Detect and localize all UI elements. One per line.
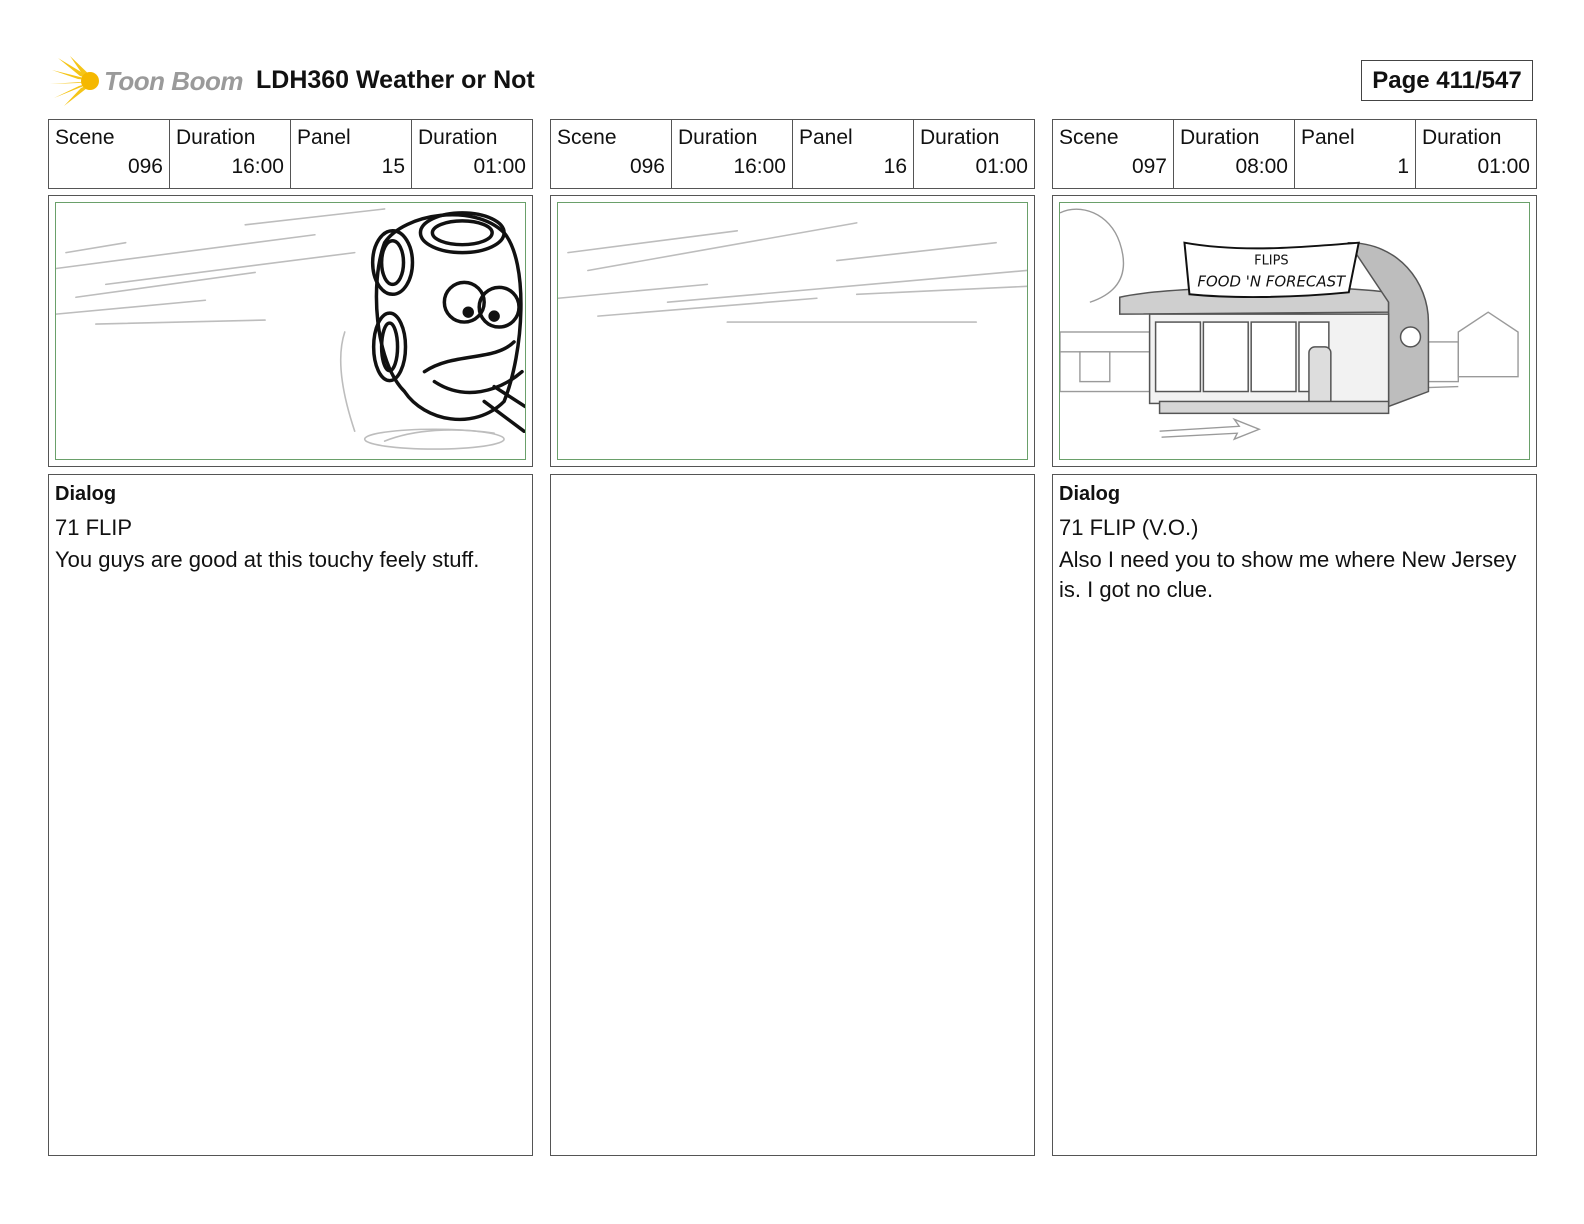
scene-duration-value: 08:00	[1235, 155, 1288, 178]
scene-value: 096	[629, 155, 665, 178]
storyboard-frame	[1052, 195, 1537, 467]
duration-label: Duration	[920, 126, 1000, 149]
scene-value: 096	[127, 155, 163, 178]
duration-label: Duration	[678, 126, 758, 149]
panel-label: Panel	[799, 126, 853, 149]
duration-label: Duration	[418, 126, 498, 149]
dialog-box	[1052, 474, 1537, 1156]
frame-safe-area	[557, 202, 1028, 460]
dialog-heading: Dialog	[1059, 483, 1121, 505]
panel-info-table	[550, 119, 1035, 189]
panel-info-table	[1052, 119, 1537, 189]
dialog-box	[550, 474, 1035, 1156]
duration-label: Duration	[1422, 126, 1502, 149]
dialog-heading: Dialog	[55, 483, 117, 505]
scene-label: Scene	[1059, 126, 1119, 149]
sunburst-icon	[50, 54, 104, 108]
panel-value: 16	[883, 155, 907, 178]
store-sign-line-2: FOOD 'N FORECAST	[1197, 272, 1346, 291]
scene-label: Scene	[55, 126, 115, 149]
sketch-speed-lines	[558, 203, 1027, 459]
dialog-speaker: 71 FLIP (V.O.)	[1059, 515, 1199, 540]
scene-duration-value: 16:00	[231, 155, 284, 178]
dialog-box	[48, 474, 533, 1156]
duration-label: Duration	[1180, 126, 1260, 149]
panel-value: 15	[381, 155, 405, 178]
sketch-flip-goggles	[56, 203, 525, 459]
panel-value: 1	[1397, 155, 1409, 178]
panel-label: Panel	[297, 126, 351, 149]
scene-duration-cell	[1174, 120, 1295, 188]
storyboard-frame	[550, 195, 1035, 467]
panel-cell	[291, 120, 412, 188]
storyboard-frame	[48, 195, 533, 467]
page-indicator: Page 411/547	[1361, 60, 1533, 101]
panel-duration-cell	[1416, 120, 1536, 188]
dialog-line: Also I need you to show me where New Jersey is. I got no clue.	[1059, 547, 1517, 602]
scene-duration-cell	[672, 120, 793, 188]
store-sign-line-1: FLIPS	[1254, 253, 1289, 269]
dialog-line: You guys are good at this touchy feely stuff.	[55, 547, 480, 572]
panel-cell	[793, 120, 914, 188]
scene-duration-cell	[170, 120, 291, 188]
panel-cell	[1295, 120, 1416, 188]
scene-duration-value: 16:00	[733, 155, 786, 178]
toon-boom-logo	[50, 54, 243, 108]
scene-cell	[49, 120, 170, 188]
scene-label: Scene	[557, 126, 617, 149]
duration-label: Duration	[176, 126, 256, 149]
panel-duration-value: 01:00	[975, 155, 1028, 178]
scene-cell	[1053, 120, 1174, 188]
panel-duration-cell	[412, 120, 532, 188]
panel-label: Panel	[1301, 126, 1355, 149]
scene-cell	[551, 120, 672, 188]
panel-info-table	[48, 119, 533, 189]
frame-safe-area	[1059, 202, 1530, 460]
dialog-speaker: 71 FLIP	[55, 515, 133, 540]
frame-safe-area	[55, 202, 526, 460]
logo-wordmark: Toon Boom	[104, 66, 243, 96]
panel-duration-value: 01:00	[1477, 155, 1530, 178]
scene-value: 097	[1131, 155, 1167, 178]
sketch-food-n-forecast-store	[1060, 203, 1529, 459]
document-title: LDH360 Weather or Not	[256, 66, 535, 94]
panel-duration-cell	[914, 120, 1034, 188]
panel-duration-value: 01:00	[473, 155, 526, 178]
